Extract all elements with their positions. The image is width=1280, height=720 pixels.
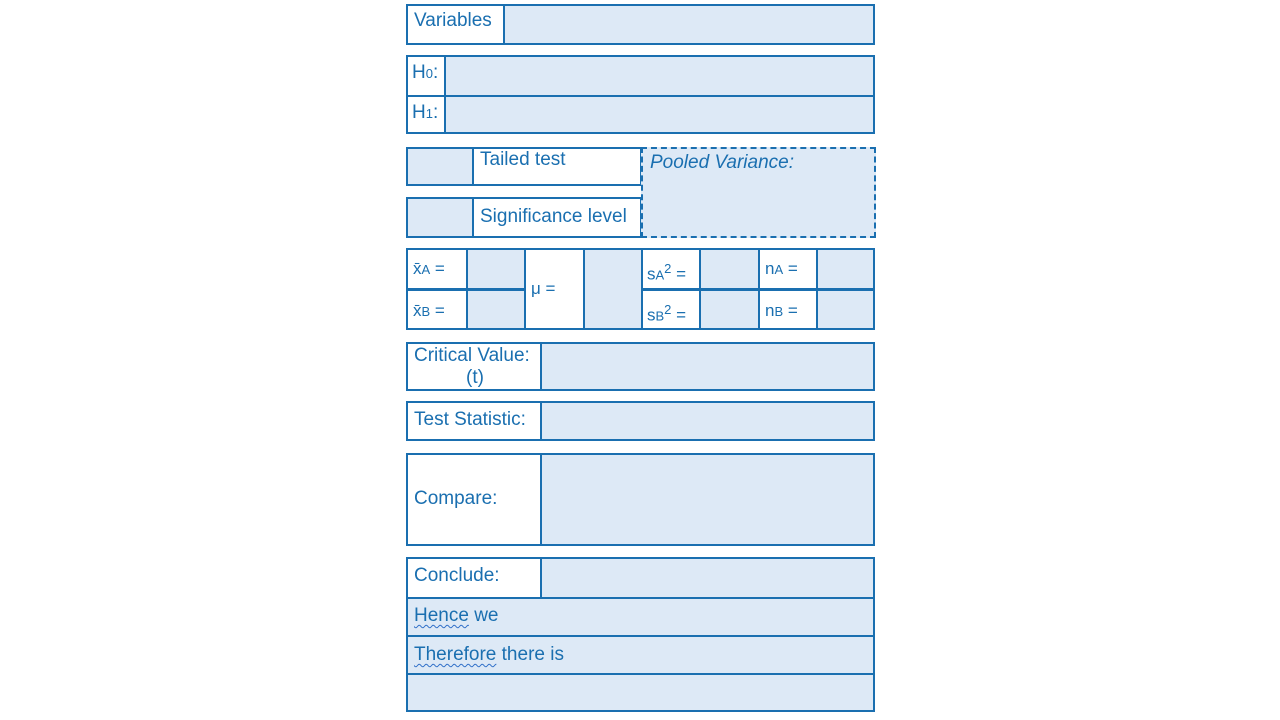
test-statistic-row: [406, 401, 875, 441]
tailed-test-label: Tailed test: [472, 149, 640, 184]
mu-label: μ =: [524, 250, 583, 328]
h0-label: H0:: [408, 57, 446, 96]
critical-value-label: Critical Value: (t): [408, 344, 542, 389]
hypotheses-block: [406, 55, 875, 134]
mu-field[interactable]: [583, 250, 641, 328]
h1-label: H1:: [408, 97, 446, 132]
conclude-field[interactable]: [542, 559, 873, 597]
conclude-label: Conclude:: [408, 559, 542, 597]
critical-value-field[interactable]: [542, 344, 873, 389]
pooled-variance-label: Pooled Variance:: [650, 152, 795, 173]
n-b-label: nB =: [758, 291, 816, 328]
significance-row: [406, 197, 642, 238]
s-a-label: $sA^2$ =: [641, 250, 699, 288]
significance-field[interactable]: [408, 199, 472, 236]
compare-label: Compare:: [408, 455, 542, 544]
stats-grid: [406, 248, 875, 330]
compare-row: [406, 453, 875, 546]
test-statistic-field[interactable]: [542, 403, 873, 439]
h0-field[interactable]: [446, 57, 873, 96]
h1-field[interactable]: [446, 97, 873, 132]
critical-value-row: [406, 342, 875, 391]
significance-label: Significance level: [472, 199, 640, 236]
hence-word: Hence: [414, 605, 469, 626]
s-b-field[interactable]: [699, 291, 758, 328]
xbar-a-label: x̄A =: [408, 250, 466, 288]
variables-field[interactable]: [505, 6, 873, 43]
conclude-block: [406, 557, 875, 712]
s-a-field[interactable]: [699, 250, 758, 288]
xbar-b-field[interactable]: [466, 291, 524, 328]
xbar-b-label: x̄B =: [408, 291, 466, 328]
tailed-test-row: [406, 147, 642, 186]
tailed-test-field[interactable]: [408, 149, 472, 184]
test-statistic-label: Test Statistic:: [408, 403, 542, 439]
compare-field[interactable]: [542, 455, 873, 544]
conclusion-extra-field[interactable]: [408, 675, 873, 710]
n-a-label: nA =: [758, 250, 816, 288]
xbar-a-field[interactable]: [466, 250, 524, 288]
pooled-variance-box[interactable]: [641, 147, 876, 238]
s-b-label: $sB^2$ =: [641, 291, 699, 328]
therefore-word: Therefore: [414, 644, 497, 665]
hence-line[interactable]: Hence we: [414, 605, 499, 626]
n-a-field[interactable]: [816, 250, 873, 288]
variables-row: [406, 4, 875, 45]
n-b-field[interactable]: [816, 291, 873, 328]
therefore-line[interactable]: Therefore there is: [414, 644, 564, 665]
variables-label: Variables: [408, 6, 505, 43]
